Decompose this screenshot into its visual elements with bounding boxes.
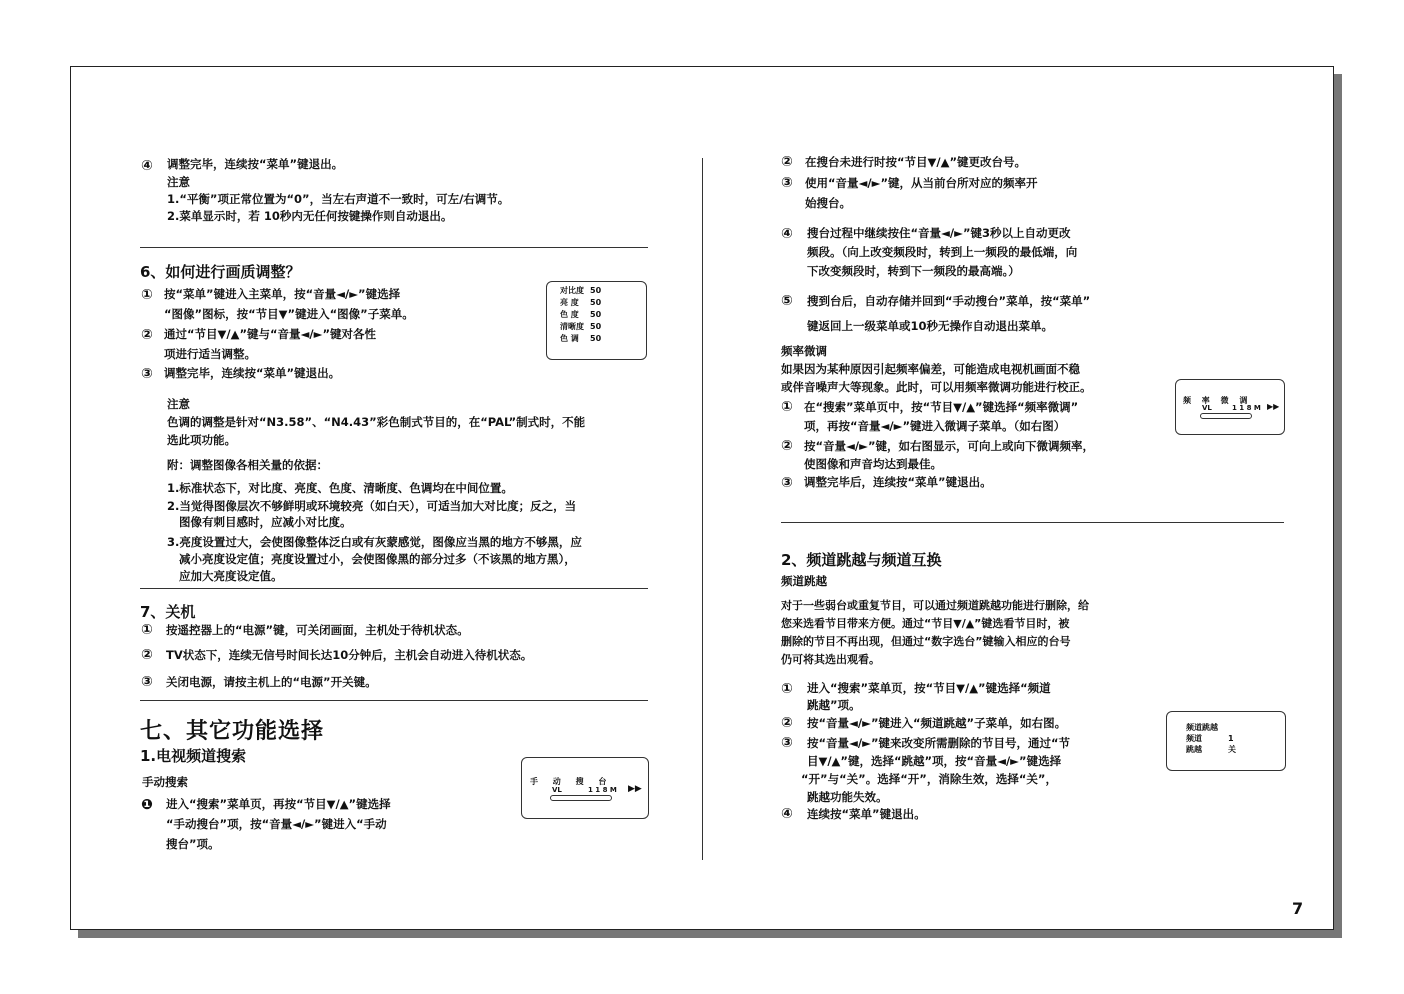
osd-title: 手 动 搜 台 — [530, 777, 613, 786]
osd-value: 50 — [590, 334, 602, 343]
paragraph-line: 删除的节目不再出现，但通过“数字选台”键输入相应的台号 — [781, 635, 1071, 648]
osd-frequency: 1 1 8 M — [588, 786, 617, 794]
step-number: ② — [781, 715, 793, 731]
osd-progress-bar — [550, 795, 612, 801]
note-title: 注意 — [167, 175, 190, 189]
step-text: 按“音量◄/►”键来改变所需删除的节目号，通过“节 — [807, 736, 1071, 750]
osd-label: 色 度 — [560, 310, 579, 319]
column-divider — [702, 158, 703, 860]
section-divider — [781, 522, 1284, 523]
step-number: ④ — [781, 226, 793, 242]
osd-value: 1 — [1228, 734, 1234, 743]
step-text: 通过“节目▼/▲”键与“音量◄/►”键对各性 — [164, 327, 377, 341]
paragraph-line: 您来选看节目带来方便。通过“节目▼/▲”键选看节目时，被 — [781, 617, 1070, 630]
step-text: 按遥控器上的“电源”键，可关闭画面，主机处于待机状态。 — [166, 623, 469, 637]
page-number: 7 — [1292, 899, 1304, 918]
osd-frequency: 1 1 8 M — [1232, 404, 1261, 412]
section-title: 2、频道跳越与频道互换 — [781, 551, 942, 569]
step-number: ② — [781, 154, 793, 170]
step-text: 调整完毕后，连续按“菜单”键退出。 — [804, 475, 992, 489]
step-text: 目▼/▲”键，选择“跳越”项，按“音量◄/►”键选择 — [807, 754, 1062, 768]
step-number: ② — [141, 327, 153, 343]
paragraph-line: 或伴音噪声大等现象。此时，可以用频率微调功能进行校正。 — [781, 380, 1092, 394]
subheading: 频道跳越 — [781, 574, 827, 588]
attach-heading: 附：调整图像各相关量的依据： — [167, 458, 328, 472]
step-text: 调整完毕，连续按“菜单”键退出。 — [164, 366, 341, 380]
step-number: ③ — [781, 735, 793, 751]
osd-label: 亮 度 — [560, 298, 579, 307]
step-text: “图像”图标，按“节目▼”键进入“图像”子菜单。 — [164, 307, 414, 321]
step-text: 跳越功能失效。 — [807, 790, 888, 804]
section-divider — [140, 588, 648, 589]
fine-tune-osd — [1175, 379, 1285, 435]
osd-band: VL — [1202, 404, 1212, 412]
osd-row — [560, 297, 607, 309]
step-number: ① — [141, 287, 153, 303]
note-title: 注意 — [167, 397, 190, 411]
fast-forward-icon: ▶▶ — [628, 784, 642, 794]
tip-line: 3.亮度设置过大，会使图像整体泛白或有灰蒙感觉，图像应当黑的地方不够黑，应 — [167, 535, 582, 549]
step-text: 按“音量◄/►”键进入“频道跳越”子菜单，如右图。 — [807, 716, 1067, 730]
chapter-subtitle: 1.电视频道搜索 — [140, 747, 247, 765]
osd-value: 关 — [1228, 745, 1236, 754]
tip-line: 1.标准状态下，对比度、亮度、色度、清晰度、色调均在中间位置。 — [167, 481, 513, 495]
step-text: 进入“搜索”菜单页，按“节目▼/▲”键选择“频道 — [807, 681, 1051, 695]
step-number: ① — [781, 399, 793, 415]
osd-label: 跳越 — [1186, 745, 1202, 754]
osd-label: 清晰度 — [560, 322, 584, 331]
step-text: 按“音量◄/►”键，如右图显示，可向上或向下微调频率， — [804, 439, 1095, 453]
osd-band: VL — [552, 786, 562, 794]
step-text: 搜台”项。 — [166, 837, 220, 851]
osd-label: 色 调 — [560, 334, 579, 343]
osd-value: 50 — [590, 322, 602, 331]
step-number: ❶ — [141, 797, 153, 813]
step-number: ⑤ — [781, 293, 793, 309]
osd-value: 50 — [590, 298, 602, 307]
step-text: 关闭电源，请按主机上的“电源”开关键。 — [166, 675, 377, 689]
step-text: 键返回上一级菜单或10秒无操作自动退出菜单。 — [807, 319, 1054, 333]
tip-line: 应加大亮度设定值。 — [179, 569, 283, 583]
tip-line: 减小亮度设定值；亮度设置过小，会使图像黑的部分过多（不该黑的地方黑）， — [179, 552, 576, 566]
step-text: 始搜台。 — [805, 196, 851, 210]
step-text: 按“菜单”键进入主菜单，按“音量◄/►”键选择 — [164, 287, 401, 301]
step-number: ③ — [781, 175, 793, 191]
step-text: 连续按“菜单”键退出。 — [807, 807, 926, 821]
osd-label: 对比度 — [560, 286, 584, 295]
step-text: 使用“音量◄/►”键，从当前台所对应的频率开 — [805, 176, 1038, 190]
step-text: TV状态下，连续无信号时间长达10分钟后，主机会自动进入待机状态。 — [166, 648, 533, 662]
step-text: 项进行适当调整。 — [164, 347, 256, 361]
step-text: 频段。（向上改变频段时，转到上一频段的最低端，向 — [807, 245, 1078, 259]
section-title: 6、如何进行画质调整？ — [140, 263, 301, 281]
picture-settings-osd — [546, 281, 647, 360]
step-number: ③ — [141, 674, 153, 690]
tip-line: 2.当觉得图像层次不够鲜明或环境较亮（如白天），可适当加大对比度；反之，当 — [167, 499, 577, 513]
note-line: 2.菜单显示时，若 10秒内无任何按键操作则自动退出。 — [167, 209, 453, 223]
osd-row — [560, 309, 607, 321]
osd-title: 频 率 微 调 — [1183, 396, 1252, 405]
note-line: 选此项功能。 — [167, 433, 236, 447]
section-divider — [140, 700, 648, 701]
manual-search-osd — [521, 757, 649, 819]
subheading: 频率微调 — [781, 344, 827, 358]
step-number: ③ — [781, 475, 793, 491]
paragraph-line: 仍可将其选出观看。 — [781, 653, 880, 666]
step-text: 跳越”项。 — [807, 698, 861, 712]
step-text: 进入“搜索”菜单页，再按“节目▼/▲”键选择 — [166, 797, 391, 811]
paragraph-line: 如果因为某种原因引起频率偏差，可能造成电视机画面不稳 — [781, 362, 1080, 376]
step-number: ② — [141, 647, 153, 663]
note-line: 1.“平衡”项正常位置为“0”，当左右声道不一致时，可左/右调节。 — [167, 192, 510, 206]
step-number: ④ — [141, 158, 153, 174]
step-text: 在搜台未进行时按“节目▼/▲”键更改台号。 — [805, 155, 1027, 169]
fast-forward-icon: ▶▶ — [1267, 402, 1280, 411]
osd-value: 50 — [590, 286, 602, 295]
channel-skip-osd — [1166, 711, 1286, 771]
paragraph-line: 对于一些弱台或重复节目，可以通过频道跳越功能进行删除，给 — [781, 599, 1089, 612]
osd-value: 50 — [590, 310, 602, 319]
step-number: ② — [781, 438, 793, 454]
osd-progress-bar — [1200, 413, 1252, 419]
step-number: ① — [781, 681, 793, 697]
step-number: ④ — [781, 806, 793, 822]
subheading: 手动搜索 — [142, 775, 188, 789]
osd-label: 频道 — [1186, 734, 1202, 743]
section-divider — [140, 247, 648, 248]
chapter-title: 七、其它功能选择 — [140, 719, 325, 744]
step-text: 下改变频段时，转到下一频段的最高端。） — [807, 264, 1020, 278]
step-text: 使图像和声音均达到最佳。 — [804, 457, 942, 471]
osd-title: 频道跳越 — [1186, 723, 1218, 732]
section-title: 7、关机 — [140, 603, 196, 621]
step-number: ③ — [141, 366, 153, 382]
step-text: “开”与“关”。选择“开”，消除生效，选择“关”， — [801, 772, 1057, 786]
step-text: 在“搜索”菜单页中，按“节目▼/▲”键选择“频率微调” — [804, 400, 1079, 414]
step-number: ① — [141, 622, 153, 638]
note-line: 色调的调整是针对“N3.58”、“N4.43”彩色制式节目的，在“PAL”制式时，不能 — [167, 415, 586, 429]
osd-row — [560, 333, 607, 345]
step-text: 项，再按“音量◄/►”键进入微调子菜单。（如右图） — [804, 419, 1066, 433]
step-text: 搜台过程中继续按住“音量◄/►”键3秒以上自动更改 — [807, 226, 1071, 240]
step-text: 调整完毕，连续按“菜单”键退出。 — [167, 157, 344, 171]
tip-line: 图像有刺目感时，应减小对比度。 — [179, 515, 352, 529]
step-text: “手动搜台”项，按“音量◄/►”键进入“手动 — [166, 817, 387, 831]
osd-row — [560, 285, 607, 297]
step-text: 搜到台后，自动存储并回到“手动搜台”菜单，按“菜单” — [807, 294, 1091, 308]
osd-row — [560, 321, 607, 333]
